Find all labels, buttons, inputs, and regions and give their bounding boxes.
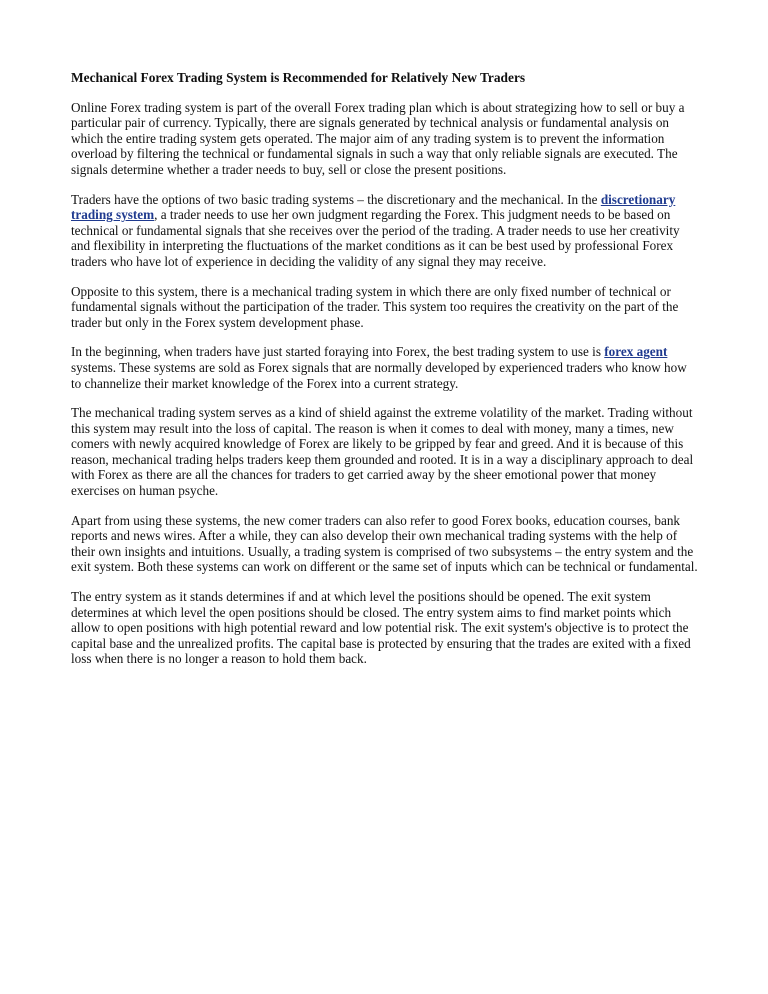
document-page <box>71 70 699 681</box>
paragraph-2-text-end: , a trader needs to use her own judgment regarding the Forex. This judgment needs to be based on technical or fundamental signals that she receives over the period of the trading. A trader needs to use her creativity and flexibility in interpreting the fluctuations of the market conditions as it can be best used by professional Forex traders who have lot of experience in deciding the validity of any signal they may receive. <box>71 207 680 269</box>
paragraph-2-text-start: Traders have the options of two basic trading systems – the discretionary and the mechanical. In the <box>71 191 601 207</box>
paragraph-1: Online Forex trading system is part of the overall Forex trading plan which is about strategizing how to sell or buy a particular pair of currency. Typically, there are signals generated by technical analysis or fundamental analysis on which the entire trading system gets operated. The major aim of any trading system is to prevent the information overload by filtering the technical or fundamental signals in such a way that only reliable signals are executed. The signals determine whether a trader needs to buy, sell or close the present positions. <box>71 99 685 177</box>
paragraph-5: The mechanical trading system serves as a kind of shield against the extreme volatility of the market. Trading without this system may result into the loss of capital. The reason is when it comes to deal with money, many a times, new comers with newly acquired knowledge of Forex are likely to be gripped by fear and greed. And it is because of this reason, mechanical trading helps traders keep them grounded and rooted. It is in a way a disciplinary approach to deal with Forex as there are all the chances for traders to get carried away by the sheer emotional power that money exercises on human psyche. <box>71 405 694 499</box>
discretionary-trading-system-link[interactable]: discretionary trading system <box>71 191 676 223</box>
paragraph-7: The entry system as it stands determines if and at which level the positions should be opened. The exit system determines at which level the open positions should be closed. The entry system aims to find market points which allow to open positions with high potential reward and low potential risk. The exit system's objective is to protect the capital base and the unrealized profits. The capital base is protected by ensuring that the trades are exited with a fixed loss when there is no longer a reason to hold them back. <box>71 589 691 667</box>
paragraph-3: Opposite to this system, there is a mechanical trading system in which there are only fixed number of technical or fundamental signals without the participation of the trader. This system too requires the creativity on the part of the trader but only in the Forex system development phase. <box>71 283 679 330</box>
paragraph-4-text-end: systems. These systems are sold as Forex signals that are normally developed by experienced traders who know how to channelize their market knowledge of the Forex into a current strategy. <box>71 359 687 391</box>
paragraph-6: Apart from using these systems, the new comer traders can also refer to good Forex books, education courses, bank reports and news wires. After a while, they can also develop their own mechanical trading systems with the help of their own insights and intuitions. Usually, a trading system is comprised of two subsystems – the entry system and the exit system. Both these systems can work on different or the same set of inputs which can be technical or fundamental. <box>71 512 698 575</box>
paragraph-2 <box>71 192 699 270</box>
paragraph-4-text-start: In the beginning, when traders have just started foraying into Forex, the best trading system to use is <box>71 344 605 360</box>
document-title: Mechanical Forex Trading System is Recommended for Relatively New Traders <box>71 70 526 85</box>
forex-agent-link[interactable]: forex agent <box>604 344 668 360</box>
paragraph-4 <box>71 344 699 391</box>
